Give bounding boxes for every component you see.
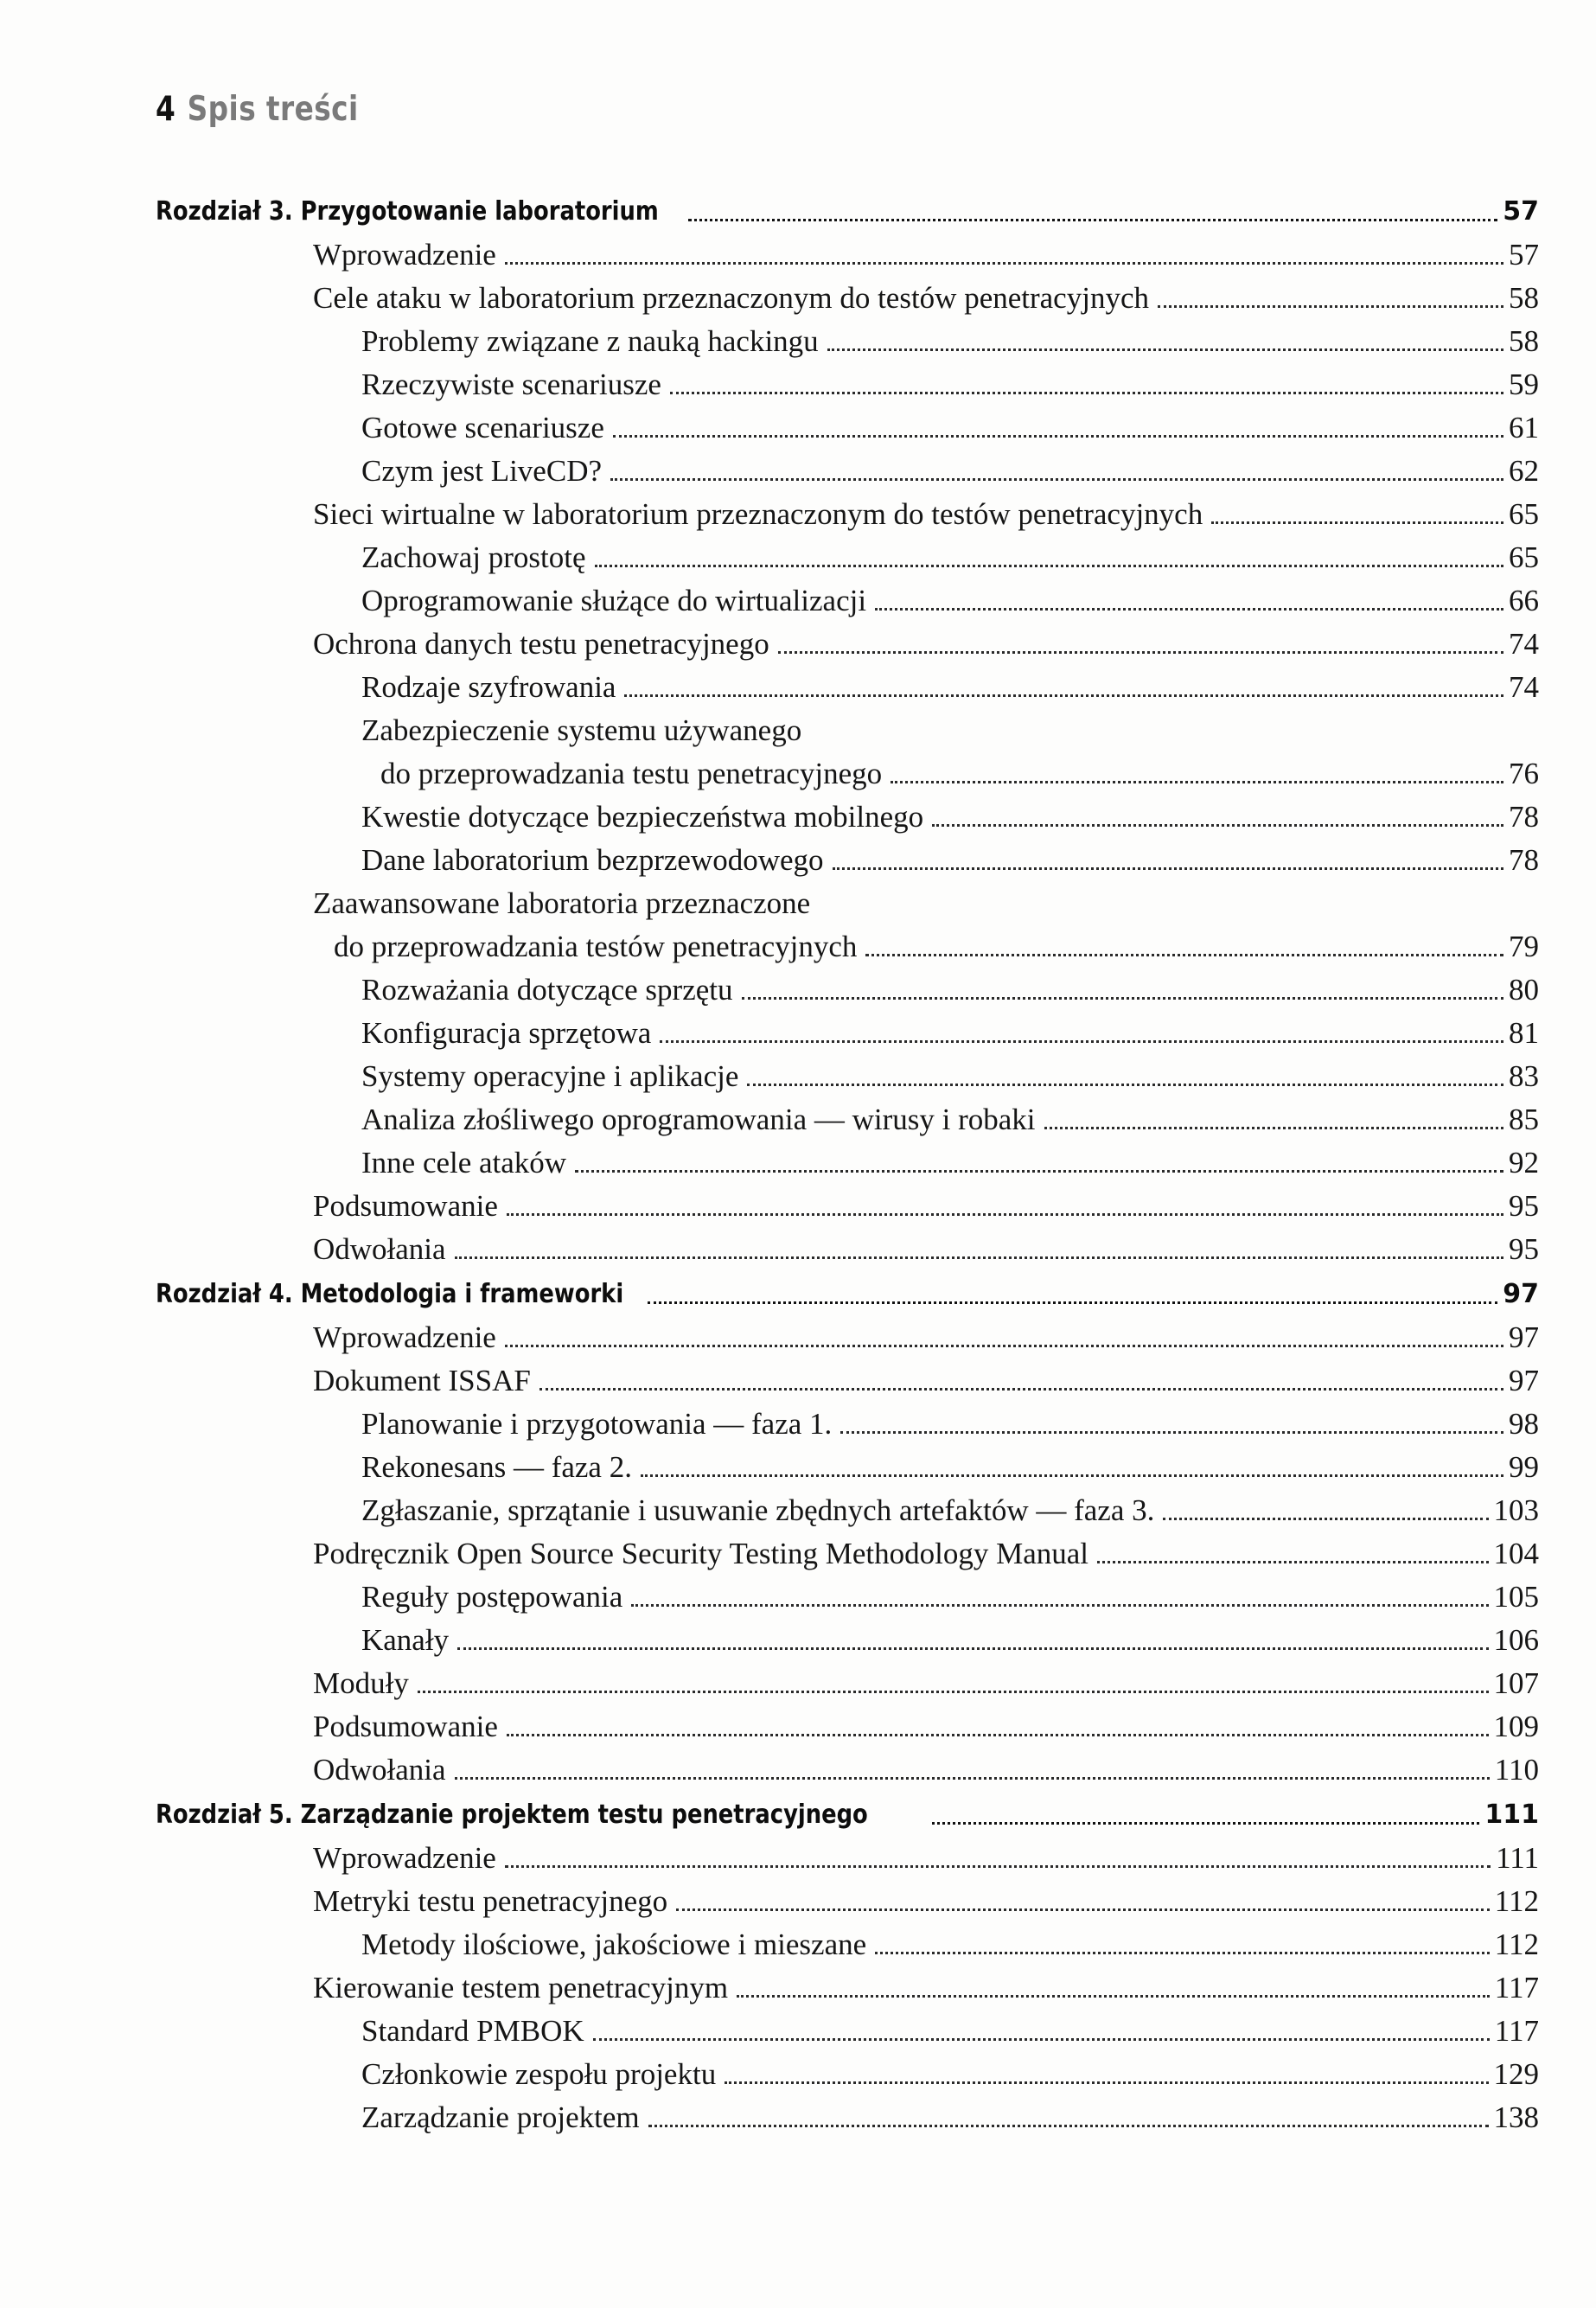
toc-entry-label: Podsumowanie xyxy=(313,1710,498,1743)
toc-entry-label: Dokument ISSAF xyxy=(313,1364,531,1397)
toc-entry-page: 74 xyxy=(1509,627,1539,661)
leader-dots xyxy=(457,1647,1488,1650)
toc-entry-label: Planowanie i przygotowania — faza 1. xyxy=(361,1407,833,1441)
leader-dots xyxy=(1163,1518,1488,1520)
toc-entry xyxy=(313,1707,1539,1747)
toc-entry-page: 65 xyxy=(1509,540,1539,574)
toc-entry-label: Wprowadzenie xyxy=(313,1320,496,1354)
toc-entry-label: Rodzaje szyfrowania xyxy=(361,670,616,704)
toc-entry-label: Podręcznik Open Source Security Testing Methodology Manual xyxy=(313,1537,1089,1570)
toc-entry-page: 105 xyxy=(1493,1580,1539,1614)
toc-entry xyxy=(313,278,1539,318)
toc-entry-label: Wprowadzenie xyxy=(313,1841,496,1875)
leader-dots xyxy=(670,392,1503,394)
toc-entry-label: Rzeczywiste scenariusze xyxy=(361,368,661,401)
toc-entry-page: 57 xyxy=(1503,196,1539,227)
toc-entry xyxy=(313,1882,1539,1921)
toc-subentry xyxy=(361,1143,1539,1183)
toc-subentry xyxy=(361,841,1539,880)
toc-subentry xyxy=(361,365,1539,405)
toc-entry-page: 66 xyxy=(1509,584,1539,617)
toc-chapter-3 xyxy=(156,192,1539,232)
toc-entry-page: 112 xyxy=(1494,1928,1539,1961)
leader-dots xyxy=(725,2081,1488,2084)
toc-entry-label: Sieci wirtualne w laboratorium przeznaczonym do testów penetracyjnych xyxy=(313,497,1203,531)
toc-subentry xyxy=(361,1013,1539,1053)
toc-entry-label: Rozdział 4. Metodologia i frameworki xyxy=(156,1279,624,1309)
toc-entry-label: Członkowie zespołu projektu xyxy=(361,2057,717,2091)
toc-entry xyxy=(313,1838,1539,1878)
toc-entry-page: 97 xyxy=(1509,1364,1539,1397)
toc-entry-label: Rozważania dotyczące sprzętu xyxy=(361,973,733,1007)
leader-dots xyxy=(778,651,1503,654)
leader-dots xyxy=(737,1995,1490,1998)
toc-entry xyxy=(313,1534,1539,1574)
toc-entry-page: 103 xyxy=(1493,1493,1539,1527)
toc-subentry xyxy=(361,797,1539,837)
toc-entry-page: 107 xyxy=(1493,1666,1539,1700)
leader-dots xyxy=(610,478,1503,481)
toc-entry-page: 58 xyxy=(1509,324,1539,358)
toc-subentry xyxy=(361,1621,1539,1660)
toc-subentry xyxy=(361,581,1539,621)
leader-dots xyxy=(575,1170,1503,1173)
leader-dots xyxy=(833,867,1503,870)
toc-entry-page: 76 xyxy=(1509,757,1539,790)
toc-entry-label: Problemy związane z nauką hackingu xyxy=(361,324,819,358)
toc-entry-label: Moduły xyxy=(313,1666,409,1700)
toc-entry-page: 138 xyxy=(1493,2100,1539,2134)
toc-entry-label: Metryki testu penetracyjnego xyxy=(313,1884,668,1918)
toc-entry xyxy=(313,235,1539,275)
toc-entry-page: 111 xyxy=(1484,1800,1539,1830)
toc-subentry xyxy=(361,451,1539,491)
toc-entry-label: Kierowanie testem penetracyjnym xyxy=(313,1971,729,2004)
toc-entry-label: Odwołania xyxy=(313,1753,446,1787)
toc-entry-label: Analiza złośliwego oprogramowania — wirusy i robaki xyxy=(361,1103,1036,1136)
toc-entry-label: Konfiguracja sprzętowa xyxy=(361,1016,652,1050)
leader-dots xyxy=(593,2038,1490,2041)
toc-entry-page: 65 xyxy=(1509,497,1539,531)
leader-dots xyxy=(539,1388,1503,1391)
toc-entry xyxy=(334,927,1539,967)
toc-entry-label: Systemy operacyjne i aplikacje xyxy=(361,1059,739,1093)
toc-subentry-first-line: Zabezpieczenie systemu używanego xyxy=(361,713,802,747)
toc-entry-page: 78 xyxy=(1509,843,1539,877)
toc-entry xyxy=(313,1968,1539,2008)
leader-dots xyxy=(648,1301,1497,1304)
toc-subentry xyxy=(361,970,1539,1010)
toc-entry-page: 79 xyxy=(1509,930,1539,963)
toc-entry-page: 104 xyxy=(1493,1537,1539,1570)
toc-entry-first-line: Zaawansowane laboratoria przeznaczone xyxy=(313,886,811,920)
toc-entry-page: 117 xyxy=(1494,1971,1539,2004)
toc-entry-page: 61 xyxy=(1509,411,1539,444)
toc-entry-page: 57 xyxy=(1509,238,1539,272)
toc-subentry xyxy=(361,1448,1539,1487)
toc-entry-page: 58 xyxy=(1509,281,1539,315)
leader-dots xyxy=(641,1474,1503,1477)
toc-entry-label: Dane laboratorium bezprzewodowego xyxy=(361,843,824,877)
page-title: Spis treści xyxy=(187,90,359,129)
toc-entry-label: Rekonesans — faza 2. xyxy=(361,1450,632,1484)
leader-dots xyxy=(505,1345,1503,1347)
leader-dots xyxy=(1211,521,1503,524)
toc-entry-label: Zgłaszanie, sprzątanie i usuwanie zbędnych artefaktów — faza 3. xyxy=(361,1493,1155,1527)
toc-subentry xyxy=(361,1404,1539,1444)
leader-dots xyxy=(631,1604,1488,1607)
leader-dots xyxy=(875,1952,1490,1954)
toc-entry-page: 83 xyxy=(1509,1059,1539,1093)
toc-entry xyxy=(313,1230,1539,1269)
toc-entry xyxy=(313,1186,1539,1226)
toc-entry-page: 117 xyxy=(1494,2014,1539,2048)
toc-entry-label: Ochrona danych testu penetracyjnego xyxy=(313,627,769,661)
leader-dots xyxy=(455,1256,1503,1259)
leader-dots xyxy=(455,1777,1490,1780)
toc-subentry xyxy=(361,1925,1539,1965)
toc-subentry xyxy=(361,1057,1539,1096)
toc-entry-label: do przeprowadzania testów penetracyjnych xyxy=(334,930,858,963)
leader-dots xyxy=(1097,1561,1488,1563)
toc-entry-label: Standard PMBOK xyxy=(361,2014,584,2048)
toc-entry-page: 59 xyxy=(1509,368,1539,401)
leader-dots xyxy=(648,2125,1489,2127)
toc-entry-page: 62 xyxy=(1509,454,1539,488)
toc-entry-page: 129 xyxy=(1493,2057,1539,2091)
leader-dots xyxy=(1158,305,1503,308)
toc-entry-label: Kwestie dotyczące bezpieczeństwa mobilnego xyxy=(361,800,924,834)
toc-chapter-5 xyxy=(156,1795,1539,1835)
toc-subentry xyxy=(361,322,1539,361)
toc-entry-page: 97 xyxy=(1503,1279,1539,1309)
toc-entry-label: Podsumowanie xyxy=(313,1189,498,1223)
toc-entry-label: Cele ataku w laboratorium przeznaczonym do testów penetracyjnych xyxy=(313,281,1149,315)
toc-entry xyxy=(313,624,1539,664)
leader-dots xyxy=(595,565,1504,567)
toc-chapter-4 xyxy=(156,1275,1539,1314)
toc-subentry xyxy=(361,1100,1539,1140)
leader-dots xyxy=(1044,1127,1503,1129)
toc-entry xyxy=(313,1664,1539,1704)
toc-entry-label: Zachowaj prostotę xyxy=(361,540,586,574)
toc-entry-label: Rozdział 5. Zarządzanie projektem testu penetracyjnego xyxy=(156,1800,868,1830)
leader-dots xyxy=(507,1213,1503,1216)
toc-entry-page: 95 xyxy=(1509,1189,1539,1223)
toc-subentry xyxy=(361,668,1539,707)
toc-entry-label: Wprowadzenie xyxy=(313,238,496,272)
toc-entry-label: Czym jest LiveCD? xyxy=(361,454,603,488)
toc-subentry xyxy=(361,408,1539,448)
leader-dots xyxy=(742,997,1504,1000)
leader-dots xyxy=(676,1908,1490,1911)
toc-entry-label: Kanały xyxy=(361,1623,450,1657)
toc-entry xyxy=(313,1750,1539,1790)
toc-entry-label: Gotowe scenariusze xyxy=(361,411,604,444)
toc-entry-page: 112 xyxy=(1494,1884,1539,1918)
leader-dots xyxy=(932,1822,1479,1825)
leader-dots xyxy=(613,435,1503,438)
leader-dots xyxy=(875,608,1503,611)
toc-entry xyxy=(313,1361,1539,1401)
leader-dots xyxy=(688,219,1497,221)
toc-entry-label: Inne cele ataków xyxy=(361,1146,567,1180)
toc-entry-page: 81 xyxy=(1509,1016,1539,1050)
toc-entry-page: 99 xyxy=(1509,1450,1539,1484)
leader-dots xyxy=(932,824,1503,827)
table-of-contents xyxy=(156,0,1539,2308)
toc-subentry xyxy=(361,1491,1539,1531)
toc-subentry xyxy=(361,2098,1539,2138)
toc-entry-page: 92 xyxy=(1509,1146,1539,1180)
toc-entry-label: Rozdział 3. Przygotowanie laboratorium xyxy=(156,196,659,227)
toc-subentry xyxy=(361,2055,1539,2094)
toc-entry-label: Zarządzanie projektem xyxy=(361,2100,640,2134)
leader-dots xyxy=(660,1040,1503,1043)
toc-entry-label: do przeprowadzania testu penetracyjnego xyxy=(380,757,883,790)
leader-dots xyxy=(418,1691,1489,1693)
leader-dots xyxy=(507,1734,1489,1736)
leader-dots xyxy=(865,954,1503,956)
toc-entry-page: 106 xyxy=(1493,1623,1539,1657)
toc-entry-page: 97 xyxy=(1509,1320,1539,1354)
toc-subentry xyxy=(361,1577,1539,1617)
leader-dots xyxy=(505,262,1503,265)
leader-dots xyxy=(747,1084,1503,1086)
toc-entry xyxy=(313,1318,1539,1358)
toc-entry-label: Metody ilościowe, jakościowe i mieszane xyxy=(361,1928,867,1961)
leader-dots xyxy=(891,781,1503,783)
toc-entry-page: 110 xyxy=(1494,1753,1539,1787)
toc-entry-page: 111 xyxy=(1496,1841,1539,1875)
toc-entry-page: 78 xyxy=(1509,800,1539,834)
toc-entry-page: 98 xyxy=(1509,1407,1539,1441)
toc-entry-page: 95 xyxy=(1509,1232,1539,1266)
toc-entry-page: 109 xyxy=(1493,1710,1539,1743)
leader-dots xyxy=(505,1865,1491,1868)
toc-subentry xyxy=(361,538,1539,578)
toc-entry-label: Oprogramowanie służące do wirtualizacji xyxy=(361,584,867,617)
toc-entry-label: Odwołania xyxy=(313,1232,446,1266)
toc-entry-label: Reguły postępowania xyxy=(361,1580,623,1614)
toc-entry xyxy=(313,495,1539,534)
leader-dots xyxy=(827,348,1503,351)
toc-subentry xyxy=(380,754,1539,794)
leader-dots xyxy=(840,1431,1503,1434)
leader-dots xyxy=(624,694,1503,697)
toc-entry-page: 85 xyxy=(1509,1103,1539,1136)
toc-entry-page: 80 xyxy=(1509,973,1539,1007)
toc-entry-page: 74 xyxy=(1509,670,1539,704)
page-number: 4 xyxy=(156,90,176,129)
toc-subentry xyxy=(361,2011,1539,2051)
